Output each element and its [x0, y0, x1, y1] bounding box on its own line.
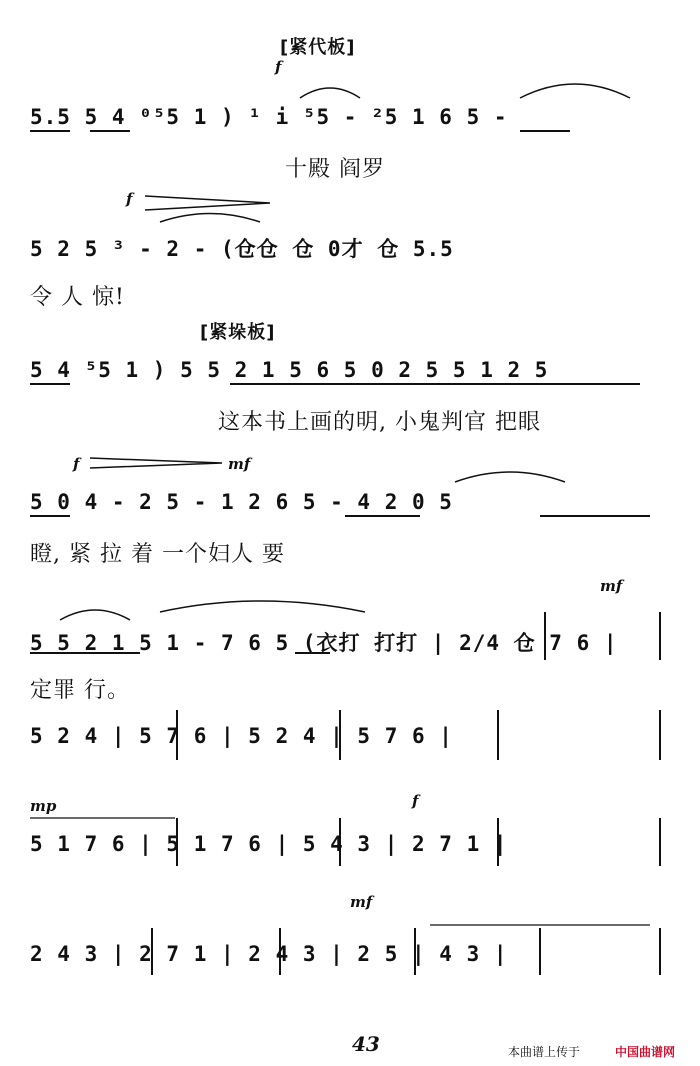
page-number: 43	[352, 1032, 380, 1056]
footer-brand[interactable]: 中国曲谱网	[615, 1045, 676, 1059]
decrescendo-hairpin	[145, 196, 270, 210]
decrescendo-hairpin	[90, 458, 222, 468]
notation-row-2: 5 2 5 ³ - 2 - (仓仓 仓 0才 仓 5.5	[30, 237, 454, 261]
lyrics-row-2: 令 人 惊!	[30, 285, 125, 310]
dynamic-mf-2: mf	[600, 577, 623, 595]
dynamic-mp: mp	[30, 797, 57, 815]
slur	[300, 88, 360, 98]
notation-row-4: 5 0 4 - 2 5 - 1 2 6 5 - 4 2 0 5	[30, 490, 453, 514]
notation-row-3: 5 4 ⁵5 1 ) 5 5 2 1 5 6 5 0 2 5 5 1 2 5	[30, 358, 549, 382]
dynamic-mf-3: mf	[350, 893, 373, 911]
dynamic-f-4: f	[412, 792, 419, 810]
slur	[160, 601, 365, 612]
tempo-mark-1: [紧代板]	[280, 37, 356, 58]
lyrics-row-3: 这本书上画的明, 小鬼判官 把眼	[218, 410, 541, 435]
notation-row-5: 5 5 2 1 5 1 - 7 6 5 (衣打 打打 | 2/4 仓 7 6 |	[30, 631, 618, 655]
lyrics-row-4: 瞪, 紧 拉 着 一个妇人 要	[30, 542, 285, 567]
notation-row-6: 5 2 4 | 5 7 6 | 5 2 4 | 5 7 6 |	[30, 724, 453, 748]
slur	[520, 84, 630, 98]
notation-row-1: 5.5 5 4 ⁰⁵5 1 ) ¹ i ⁵5 - ²5 1 6 5 -	[30, 105, 508, 129]
notation-row-7: 5 1 7 6 | 5 1 7 6 | 5 4 3 | 2 7 1 |	[30, 832, 508, 856]
dynamic-mf-1: mf	[228, 455, 251, 473]
lyrics-row-1: 十殿 阎罗	[285, 157, 385, 182]
slur	[60, 610, 130, 620]
dynamic-f-1: f	[275, 58, 282, 76]
footer-text: 本曲谱上传于	[508, 1045, 581, 1059]
dynamic-f-3: f	[73, 455, 80, 473]
slur	[160, 214, 260, 223]
notation-row-8: 2 4 3 | 2 7 1 | 2 4 3 | 2 5 | 4 3 |	[30, 942, 508, 966]
tempo-mark-2: [紧垛板]	[200, 322, 276, 343]
slur	[455, 472, 565, 482]
lyrics-row-5: 定罪 行。	[30, 678, 130, 703]
dynamic-f-2: f	[126, 190, 133, 208]
